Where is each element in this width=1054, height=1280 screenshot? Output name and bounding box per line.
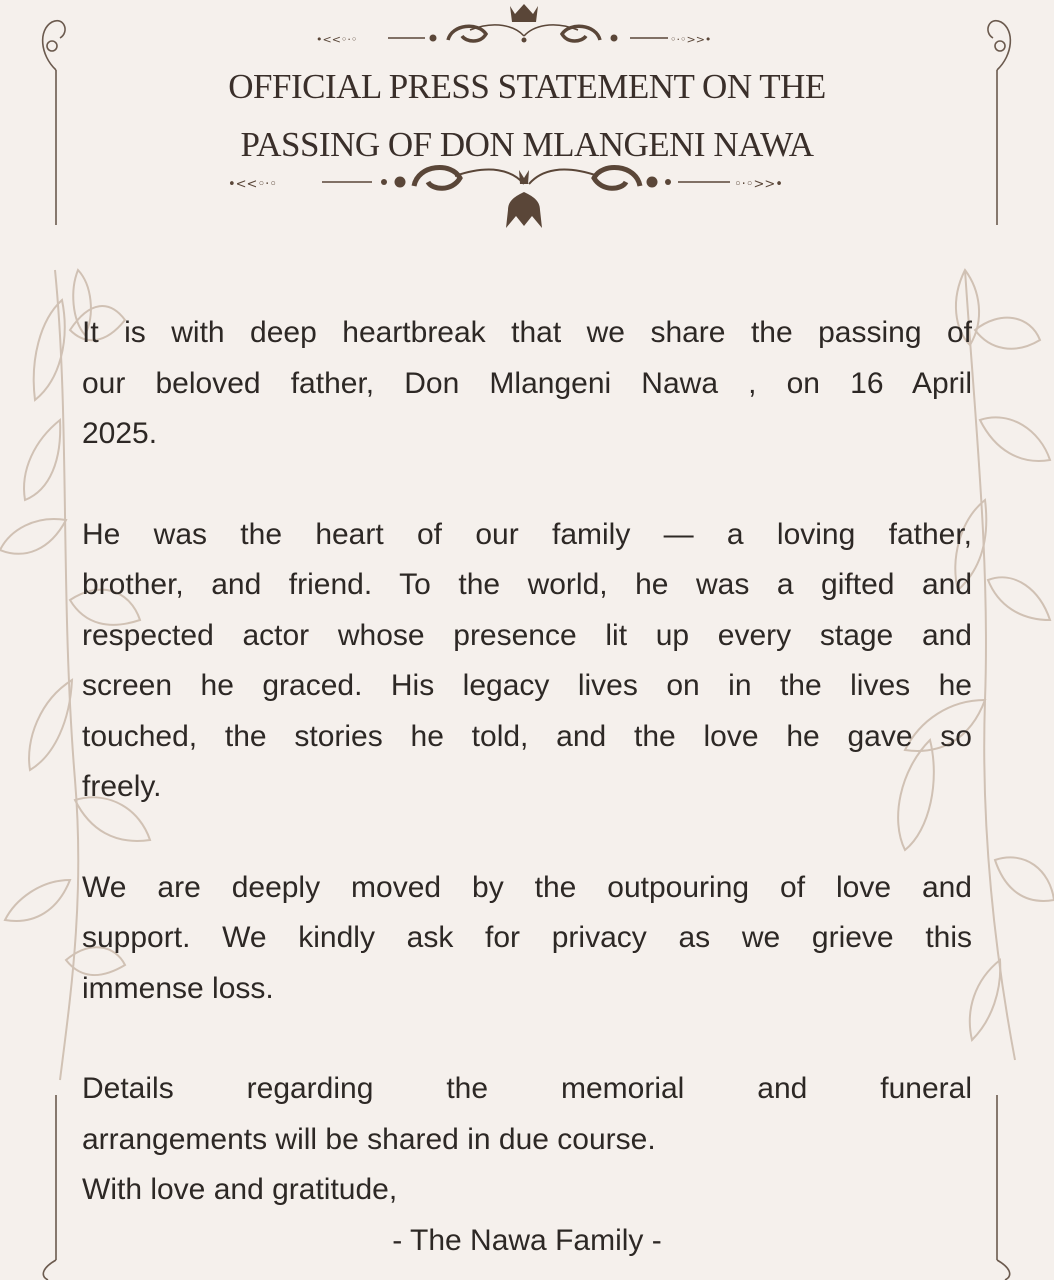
paragraph-line: It is with deep heartbreak that we share the passing of xyxy=(82,316,972,349)
svg-text:◦·◦>>•: ◦·◦>>• xyxy=(670,33,712,46)
press-statement-title xyxy=(100,58,954,174)
paragraph-line: respected actor whose presence lit up every stage and xyxy=(82,618,972,652)
title-line-2: PASSING OF DON MLANGENI NAWA xyxy=(240,125,814,164)
paragraph-line: screen he graced. His legacy lives on in the lives he xyxy=(82,669,972,702)
paragraph-line: our beloved father, Don Mlangeni Nawa , on 16 April xyxy=(82,366,972,400)
paragraph-line: With love and gratitude, xyxy=(82,1173,398,1206)
paragraph-announcement xyxy=(82,308,972,460)
paragraph-line: 2025. xyxy=(82,417,158,450)
paragraph-line: support. We kindly ask for privacy as we grieve this xyxy=(82,921,972,954)
svg-text:◦·◦>>•: ◦·◦>>• xyxy=(734,177,783,192)
paragraph-line: brother, and friend. To the world, he was a gifted and xyxy=(82,568,972,601)
paragraph-line: He was the heart of our family — a loving father, xyxy=(82,517,972,551)
statement-body xyxy=(82,308,972,1266)
svg-text:•<<◦·◦: •<<◦·◦ xyxy=(316,33,358,46)
paragraph-line: We are deeply moved by the outpouring of love and xyxy=(82,870,972,904)
paragraph-arrangements xyxy=(82,1064,972,1216)
family-signature: - The Nawa Family - xyxy=(392,1223,662,1257)
paragraph-line: immense loss. xyxy=(82,971,274,1005)
paragraph-line: Details regarding the memorial and funeral xyxy=(82,1072,972,1105)
paragraph-tribute xyxy=(82,510,972,813)
title-line-1: OFFICIAL PRESS STATEMENT ON THE xyxy=(228,67,826,106)
paragraph-line: arrangements will be shared in due course. xyxy=(82,1122,656,1156)
svg-text:•<<◦·◦: •<<◦·◦ xyxy=(228,177,277,192)
paragraph-line: freely. xyxy=(82,770,162,803)
paragraph-line: touched, the stories he told, and the love he gave so xyxy=(82,719,972,753)
top-ornament xyxy=(316,4,711,46)
paragraph-privacy xyxy=(82,863,972,1015)
bottom-ornament xyxy=(228,168,783,228)
